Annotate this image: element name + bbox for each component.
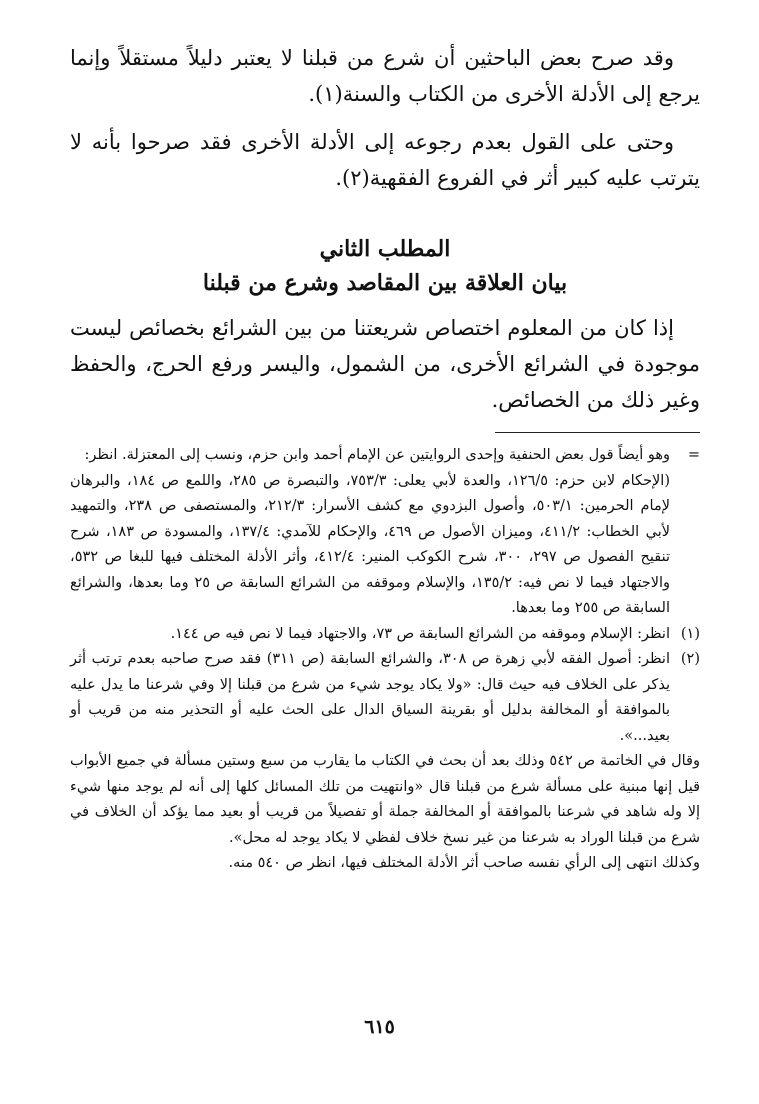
section-heading: [70, 232, 700, 300]
footnote-continued-text: وهو أيضاً قول بعض الحنفية وإحدى الروايتين عن الإمام أحمد وابن حزم، ونسب إلى المعتزلة. انظر:: [84, 447, 670, 463]
footnotes: [70, 443, 700, 877]
footnote-continued-refs-row: [70, 469, 700, 622]
section-title: المطلب الثاني: [319, 236, 451, 262]
body-paragraph-1: وقد صرح بعض الباحثين أن شرع من قبلنا لا يعتبر دليلاً مستقلاً وإنما يرجع إلى الأدلة الأخرى من الكتاب والسنة(١).: [70, 46, 700, 106]
footnote-2-continuation: وقال في الخاتمة ص ٥٤٢ وذلك بعد أن بحث في الكتاب ما يقارب من سبع وستين مسألة في جميع الأبواب قيل إنها مبنية على مسألة شرع من قبلنا قال «وانتهيت من تلك المسائل كلها إلى أنه لم يوجد منها شيء إلا وله شاهد في شرعنا بالموافقة أو المخالفة جملة أو تفصيلاً من قريب أو بعيد مما يؤكد أن الخلاف في شرع من قبلنا الوراد به شرعنا من غير نسخ خلاف لفظي لا يكاد يوجد له محل».: [70, 753, 700, 846]
footnote-continued-refs: (الإحكام لابن حزم: ١٢٦/٥، والعدة لأبي يعلى: ٧٥٣/٣، والتبصرة ص ٢٨٥، واللمع ص ١٨٤، والبرهان لإمام الحرمين: ٥٠٣/١، وأصول البزدوي مع كشف الأسرار: ٢١٢/٣، والمستصفى ص ٢٣٨، والتمهيد لأبي الخطاب: ٤١١/٢، وميزان الأصول ص ٤٦٩، والإحكام للآمدي: ١٣٧/٤، والمسودة ص ١٨٣، شرح تنقيح الفصول ص ٢٩٧، ٣٠٠، شرح الكوكب المنير: ٤١٢/٤، وأثر الأدلة المختلف فيها للبغا ص ٥٣٢، والاجتهاد فيما لا نص فيه: ١٣٥/٢، والإسلام وموقفه من الشرائع السابقة ص ٢٥ وما بعدها، والشرائع السابقة ص ٢٥٥ وما بعدها.: [70, 472, 671, 616]
footnote-1: [70, 622, 700, 648]
section-subtitle: بيان العلاقة بين المقاصد وشرع من قبلنا: [202, 270, 568, 296]
footnote-divider: [495, 432, 700, 433]
footnote-2-closing: وكذلك انتهى إلى الرأي نفسه صاحب أثر الأدلة المختلف فيها، انظر ص ٥٤٠ منه.: [228, 855, 700, 871]
footnote-continued-mark: =: [687, 447, 700, 463]
page-content: [70, 40, 700, 877]
footnote-2-text: انظر: أصول الفقه لأبي زهرة ص ٣٠٨، والشرائع السابقة (ص ٣١١) فقد صرح صاحبه بعدم ترتب أثر يذكر على الخلاف فيه حيث قال: «ولا يكاد يوجد شيء من شرع من قبلنا إلا وفي شرعنا ما يدل عليه بالموافقة أو المخالفة بدليل أو بقرينة السياق الدال على الحث عليه أو التحذير منه من قريب أو بعيد...».: [70, 651, 670, 744]
footnote-2-mark: (٢): [680, 651, 700, 667]
footnote-continued: [70, 443, 700, 469]
footnote-1-mark: (١): [680, 625, 700, 642]
page-number: ٦١٥: [364, 1016, 395, 1038]
body-paragraph-3: إذا كان من المعلوم اختصاص شريعتنا من بين الشرائع بخصائص ليست موجودة في الشرائع الأخرى، من الشمول، واليسر ورفع الحرج، والحفظ وغير ذلك من الخصائص.: [70, 316, 700, 412]
footnote-1-text: انظر: الإسلام وموقفه من الشرائع السابقة ص ٧٣، والاجتهاد فيما لا نص فيه ص ١٤٤.: [170, 625, 670, 642]
footnote-2: [70, 647, 700, 749]
body-paragraph-2: وحتى على القول بعدم رجوعه إلى الأدلة الأخرى فقد صرحوا بأنه لا يترتب عليه كبير أثر في الفروع الفقهية(٢).: [70, 130, 700, 190]
